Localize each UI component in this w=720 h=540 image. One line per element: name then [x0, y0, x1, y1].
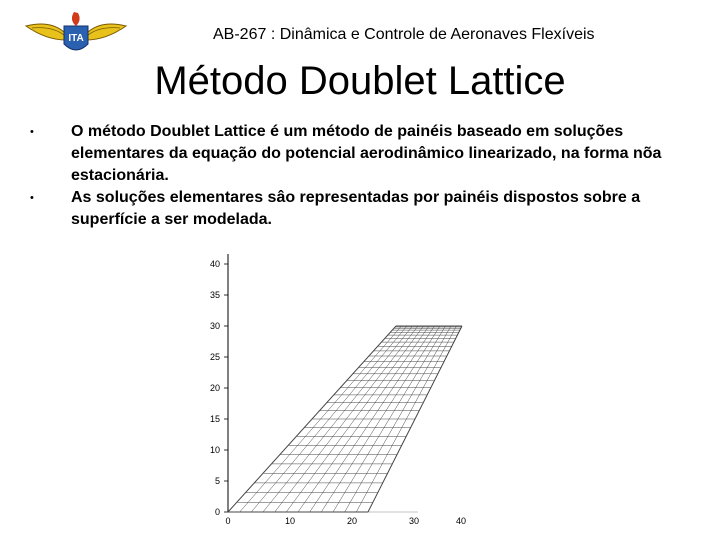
- y-tick-label: 20: [209, 383, 220, 393]
- bullet-list: [30, 121, 690, 231]
- y-tick-marks: [224, 264, 228, 512]
- panel-mesh-figure: [206, 250, 466, 530]
- x-tick-label: 10: [284, 516, 296, 526]
- bullet-item: [30, 121, 690, 187]
- course-title: AB-267 : Dinâmica e Controle de Aeronaves Flexíveis: [213, 26, 595, 43]
- bullet-marker: •: [30, 192, 34, 204]
- y-tick-label: 30: [209, 321, 220, 331]
- y-tick-label: 10: [209, 445, 220, 455]
- panel-mesh: [228, 326, 462, 512]
- bullet-marker: •: [30, 126, 34, 138]
- y-tick-label: 25: [209, 352, 220, 362]
- panel-mesh-svg: [206, 250, 466, 530]
- bullet-item: [30, 187, 690, 231]
- y-tick-label: 40: [209, 259, 220, 269]
- x-tick-label: 30: [408, 516, 420, 526]
- ita-logo-lettering: ITA: [68, 33, 84, 44]
- y-tick-label: 35: [209, 290, 220, 300]
- bullet-text: O método Doublet Lattice é um método de painéis baseado em soluções elementares da equação do potencial aerodinâmico linearizado, na forma nõa estacionária.: [71, 123, 662, 184]
- x-tick-label: 0: [225, 516, 231, 526]
- y-tick-label: 15: [209, 414, 220, 424]
- y-tick-label: 0: [214, 507, 220, 517]
- x-tick-label: 20: [346, 516, 358, 526]
- ita-logo: [24, 10, 128, 58]
- x-tick-label: 40: [455, 516, 466, 526]
- bullet-text: As soluções elementares sâo representadas por painéis dispostos sobre a superfície a ser modelada.: [71, 189, 641, 228]
- slide-title: Método Doublet Lattice: [154, 59, 566, 103]
- y-tick-label: 5: [214, 476, 220, 486]
